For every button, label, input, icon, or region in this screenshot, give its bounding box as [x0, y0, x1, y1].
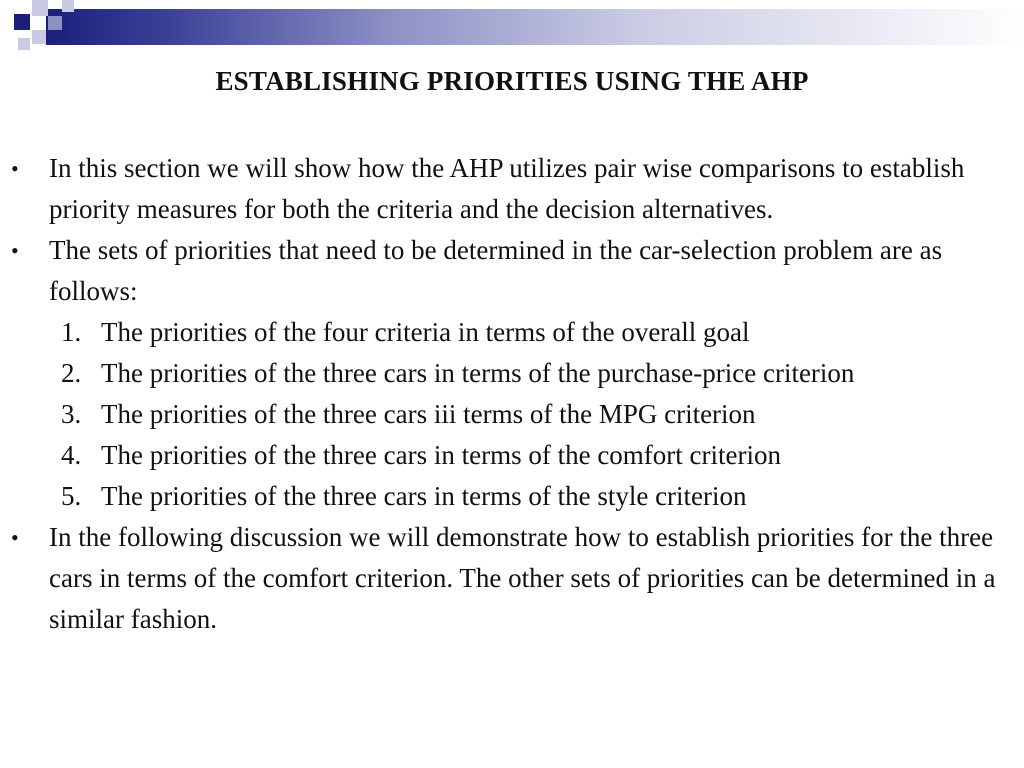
item-number: 1. — [61, 317, 82, 347]
decor-square-light — [32, 0, 48, 16]
bullet-dot: • — [11, 525, 19, 550]
bullet-item — [0, 517, 1014, 640]
decor-square-dark — [14, 14, 30, 30]
item-text: The priorities of the three cars iii terms of the MPG criterion — [101, 399, 756, 429]
bullet-dot: • — [11, 238, 19, 263]
numbered-item — [0, 476, 1001, 517]
numbered-item — [0, 312, 1001, 353]
bullet-item — [0, 148, 1014, 230]
bullet-text: In the following discussion we will demonstrate how to establish priorities for the three cars in terms of the comfort criterion. The other sets of priorities can be determined in a similar fashion. — [49, 522, 996, 634]
item-number: 3. — [61, 399, 82, 429]
bullet-text: In this section we will show how the AHP utilizes pair wise comparisons to establish priority measures for both the criteria and the decision alternatives. — [49, 153, 965, 224]
decor-square-light — [62, 0, 74, 12]
numbered-item — [0, 353, 921, 394]
bullet-dot: • — [11, 156, 19, 181]
numbered-item — [0, 394, 1001, 435]
decor-square-light — [32, 30, 46, 44]
item-number: 4. — [61, 440, 82, 470]
header-gradient-bar — [46, 9, 1024, 45]
slide-title: ESTABLISHING PRIORITIES USING THE AHP — [215, 66, 809, 96]
decor-square-mid — [48, 16, 62, 30]
numbered-item — [0, 435, 1001, 476]
item-text: The priorities of the four criteria in terms of the overall goal — [101, 317, 750, 347]
item-number: 5. — [61, 481, 82, 511]
header-decoration — [0, 0, 1024, 62]
item-number: 2. — [61, 358, 82, 388]
bullet-text: The sets of priorities that need to be determined in the car-selection problem are as follows: — [49, 235, 943, 306]
slide-content — [0, 148, 1024, 640]
item-text: The priorities of the three cars in terms of the comfort criterion — [101, 440, 781, 470]
bullet-item — [0, 230, 1014, 312]
decor-square-light — [18, 38, 30, 50]
item-text: The priorities of the three cars in terms of the style criterion — [101, 481, 747, 511]
item-text: The priorities of the three cars in terms of the purchase-price criterion — [101, 358, 855, 388]
